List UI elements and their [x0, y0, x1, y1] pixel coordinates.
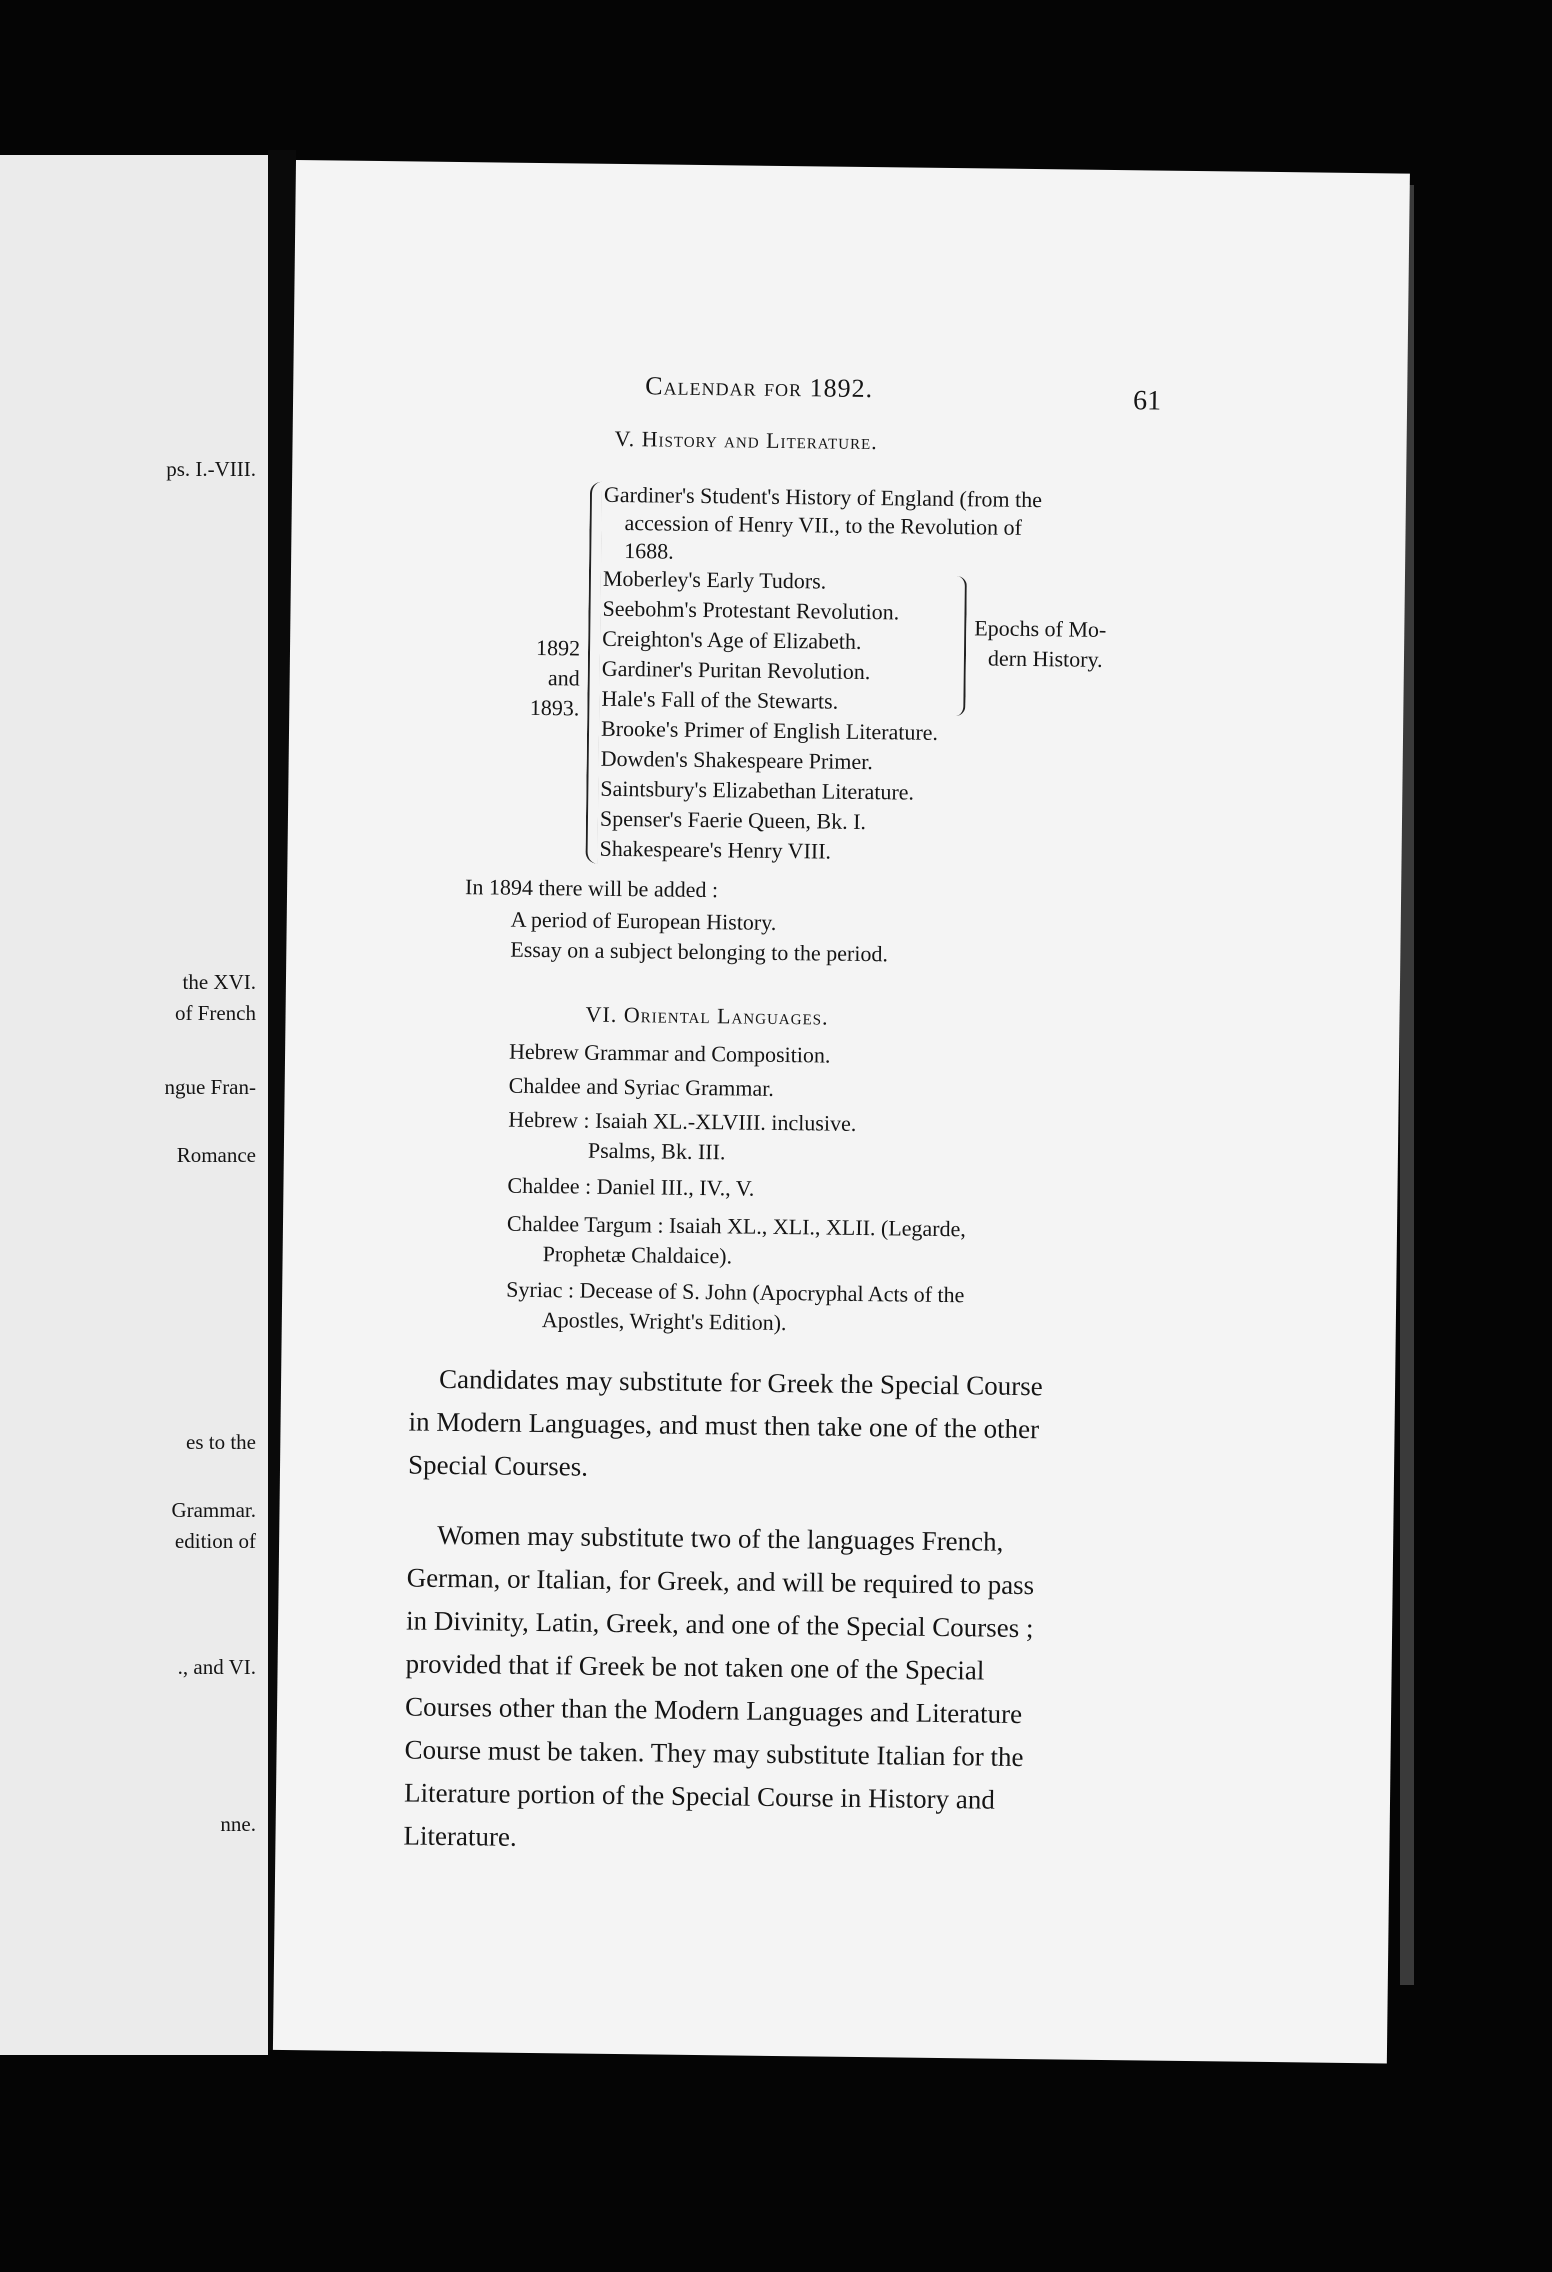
- list-item: Shakespeare's Henry VIII.: [599, 835, 832, 864]
- list-item: Brooke's Primer of English Literature.: [600, 715, 939, 745]
- list-item: Gardiner's Puritan Revolution.: [601, 655, 871, 685]
- section-heading: V. History and Literature.: [614, 425, 878, 455]
- list-item: Saintsbury's Elizabethan Literature.: [600, 775, 915, 805]
- list-item: Moberley's Early Tudors.: [602, 565, 827, 594]
- list-item: Hebrew Grammar and Composition.: [508, 1038, 831, 1068]
- page-number: 61: [1132, 385, 1162, 417]
- left-fragment: the XVI.: [182, 970, 256, 994]
- right-brace: [953, 576, 967, 716]
- left-page: [0, 155, 268, 2055]
- year-label: 1892 and 1893.: [529, 634, 581, 721]
- list-item: Chaldee Targum : Isaiah XL., XLI., XLII. (Legarde,: [506, 1210, 967, 1242]
- running-header: Calendar for 1892.: [645, 371, 874, 404]
- list-item: accession of Henry VII., to the Revolution of: [624, 510, 1023, 540]
- list-item: Dowden's Shakespeare Primer.: [600, 745, 874, 775]
- addition-item: Essay on a subject belonging to the period.: [510, 936, 889, 967]
- left-fragment: Romance: [176, 1143, 256, 1167]
- left-fragment: es to the: [186, 1430, 256, 1454]
- list-item: Chaldee : Daniel III., IV., V.: [507, 1172, 755, 1201]
- addition-intro: In 1894 there will be added :: [464, 874, 719, 903]
- list-item: Seebohm's Protestant Revolution.: [602, 595, 900, 625]
- section-heading: VI. Oriental Languages.: [585, 1001, 829, 1030]
- addition-item: A period of European History.: [510, 906, 777, 935]
- group-label: Epochs of Mo- dern History.: [974, 615, 1107, 672]
- left-fragment: ., and VI.: [177, 1655, 256, 1679]
- left-fragment: of French: [174, 1001, 256, 1025]
- list-item: Apostles, Wright's Edition).: [541, 1307, 787, 1336]
- list-item: Prophetæ Chaldaice).: [542, 1241, 733, 1269]
- women-paragraph: Women may substitute two of the languages French, German, or Italian, for Greek, and will be required to pass in Divinity, Latin, Greek, and one of the Special Courses ; provided that if Greek be not taken one of the Special Courses other than the Modern Languages and Literature Course must be taken. They may substitute Italian for the Literature portion of the Special Course in History and Literature.: [403, 1519, 1035, 1852]
- list-item: Spenser's Faerie Queen, Bk. I.: [599, 805, 867, 835]
- list-item: Hebrew : Isaiah XL.-XLVIII. inclusive.: [508, 1106, 857, 1136]
- list-item: Hale's Fall of the Stewarts.: [601, 685, 839, 714]
- list-item: Creighton's Age of Elizabeth.: [602, 625, 862, 654]
- list-item: Chaldee and Syriac Grammar.: [508, 1072, 774, 1101]
- left-fragment: ps. I.-VIII.: [166, 457, 256, 481]
- list-item: 1688.: [624, 538, 674, 564]
- list-item: Gardiner's Student's History of England (from the: [603, 481, 1043, 513]
- list-item: Syriac : Decease of S. John (Apocryphal Acts of the: [506, 1276, 965, 1308]
- left-fragment: ngue Fran-: [164, 1075, 256, 1099]
- left-fragment: nne.: [220, 1812, 256, 1836]
- left-fragment: Grammar.: [171, 1498, 256, 1522]
- right-page: [273, 160, 1410, 2063]
- candidates-paragraph: Candidates may substitute for Greek the Special Course in Modern Languages, and must then take one of the other Special Courses.: [407, 1363, 1043, 1482]
- list-item: Psalms, Bk. III.: [587, 1137, 726, 1165]
- left-fragment: edition of: [174, 1529, 256, 1553]
